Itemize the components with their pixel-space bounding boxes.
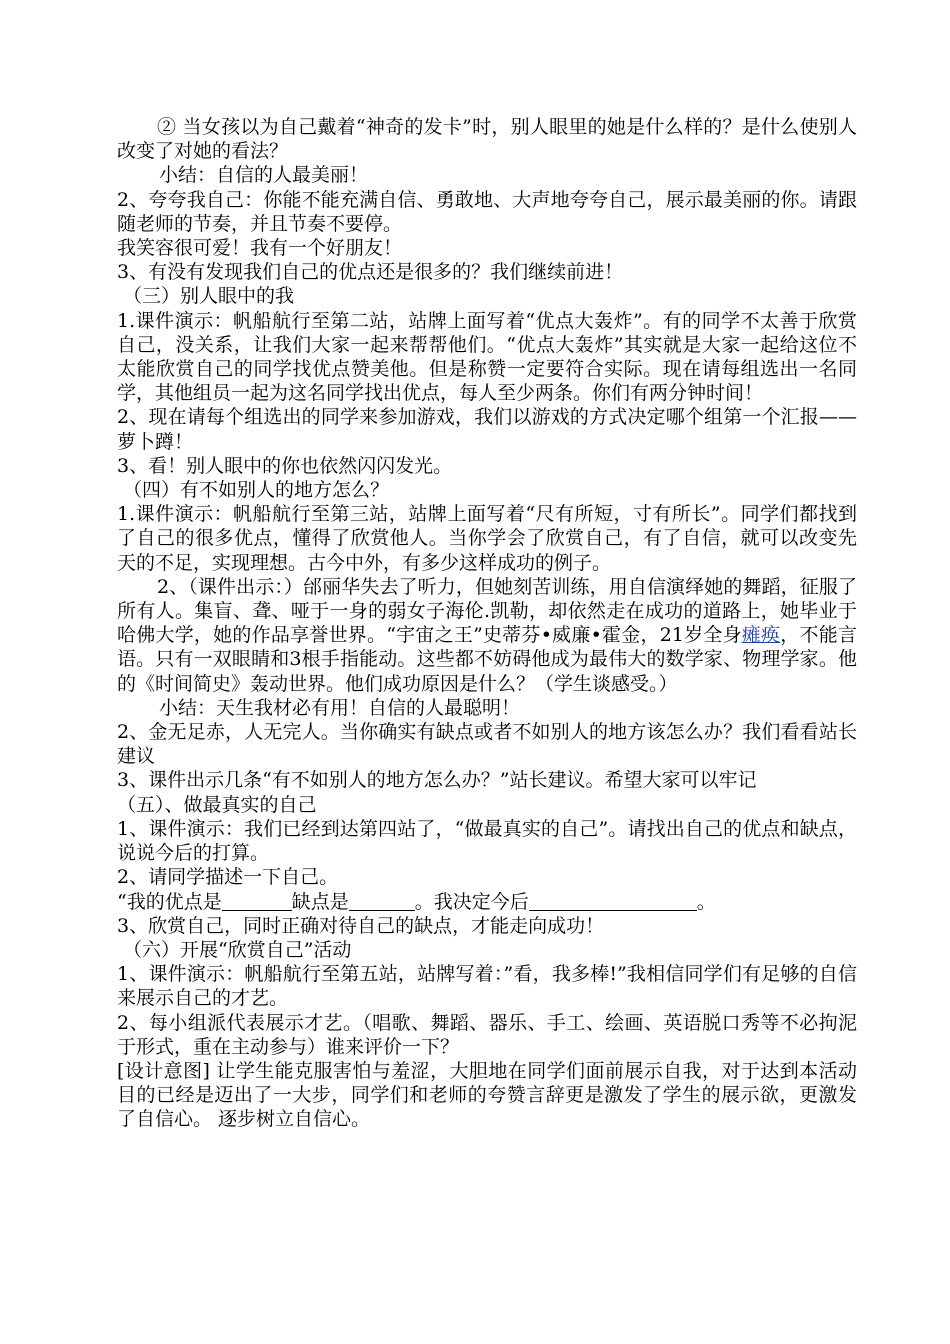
section-heading-4: （四）有不如别人的地方怎么？ <box>123 479 390 502</box>
examples-text-start: 2、（课件出示：）邰丽华失去了听力，但她刻苦训练，用自信演绎她的舞蹈，征服了所有人。集盲、聋、哑于一身的弱女子海伦.凯勒，却依然走在成功的道路上，她毕业于哈佛大学，她的作品享誉世界。“宇宙之王”史蒂芬•威廉•霍金，21岁全身 <box>117 575 857 647</box>
describe-line: 2、请同学描述一下自己。 <box>117 866 339 889</box>
paralysis-link[interactable]: 瘫痪 <box>741 624 781 647</box>
fill-in-text-1: “我的优点是 <box>117 890 222 913</box>
fill-in-text-2: 缺点是 <box>291 890 349 913</box>
summary-line: 小结：自信的人最美丽！ <box>159 164 369 187</box>
shortcoming-paragraph: 2、金无足赤，人无完人。当你确实有缺点或者不如别人的地方该怎么办？我们看看站长建议 <box>117 721 857 768</box>
weaknesses-blank <box>349 892 415 911</box>
shine-line: 3、看！别人眼中的你也依然闪闪发光。 <box>117 454 453 477</box>
fill-in-text-3: 。我决定今后 <box>414 890 529 913</box>
success-line: 3、欣赏自己，同时正确对待自己的缺点，才能走向成功！ <box>117 914 605 937</box>
fill-in-text-4: 。 <box>696 890 716 913</box>
game-paragraph: 2、现在请每个组选出的同学来参加游戏，我们以游戏的方式决定哪个组第一个汇报——萝卜蹲！ <box>117 406 857 453</box>
station-three-paragraph: 1.课件演示：帆船航行至第三站，站牌上面写着“尺有所短，寸有所长”。同学们都找到了自己的很多优点，懂得了欣赏他人。当你学会了欣赏自己，有了自信，就可以改变先天的不足，实现理想。古今中外，有多少这样成功的例子。 <box>117 503 857 574</box>
section-heading-3: （三）别人眼中的我 <box>123 285 295 308</box>
talent-paragraph: 2、每小组派代表展示才艺。（唱歌、舞蹈、器乐、手工、绘画、英语脱口秀等不必拘泥于形式，重在主动参与）谁来评价一下？ <box>117 1011 857 1058</box>
document-body <box>117 115 857 1132</box>
design-intent-paragraph: [设计意图] 让学生能克服害怕与羞涩，大胆地在同学们面前展示自我，对于达到本活动目的已经是迈出了一大步，同学们和老师的夸赞言辞更是激发了学生的展示欲，更激发了自信心。 逐步树立自信心。 <box>117 1059 857 1131</box>
question-paragraph: ② 当女孩以为自己戴着“神奇的发卡”时，别人眼里的她是什么样的？是什么使别人改变了对她的看法？ <box>117 116 857 163</box>
station-five-paragraph: 1、课件演示：帆船航行至第五站，站牌写着：”看，我多棒!”我相信同学们有足够的自信来展示自己的才艺。 <box>117 963 857 1010</box>
section-heading-5: （五）、做最真实的自己 <box>117 793 317 816</box>
station-two-paragraph: 1.课件演示：帆船航行至第二站，站牌上面写着“优点大轰炸”。有的同学不太善于欣赏自己，没关系，让我们大家一起来帮帮他们。“优点大轰炸”其实就是大家一起给这位不太能欣赏自己的同学找优点赞美他。但是称赞一定要符合实际。现在请每组选出一名同学，其他组员一起为这名同学找出优点，每人至少两条。你们有两分钟时间！ <box>117 309 857 405</box>
summary-line-2: 小结：天生我材必有用！自信的人最聪明！ <box>159 696 521 719</box>
praise-yourself-paragraph: 2、夸夸我自己：你能不能充满自信、勇敢地、大声地夸夸自己，展示最美丽的你。请跟随老师的节奏，并且节奏不要停。 <box>117 188 857 235</box>
station-four-paragraph: 1、课件演示：我们已经到达第四站了，“做最真实的自己”。请找出自己的优点和缺点，说说今后的打算。 <box>117 817 857 865</box>
section-heading-6: （六）开展“欣赏自己”活动 <box>123 938 352 961</box>
fill-in-line <box>117 890 857 914</box>
strengths-blank <box>222 892 292 911</box>
plan-blank <box>529 892 697 911</box>
examples-text-end: ，不能言语。只有一双眼睛和3根手指能动。这些都不妨碍他成为最伟大的数学家、物理学家。他的《时间简史》轰动世界。他们成功原因是什么？（学生谈感受。） <box>117 624 857 695</box>
continue-line: 3、有没有发现我们自己的优点还是很多的？我们继续前进！ <box>117 261 624 284</box>
suggestion-paragraph: 3、课件出示几条“有不如别人的地方怎么办？”站长建议。希望大家可以牢记 <box>117 769 757 792</box>
example-line: 我笑容很可爱！我有一个好朋友！ <box>117 237 403 260</box>
examples-paragraph <box>117 575 857 696</box>
